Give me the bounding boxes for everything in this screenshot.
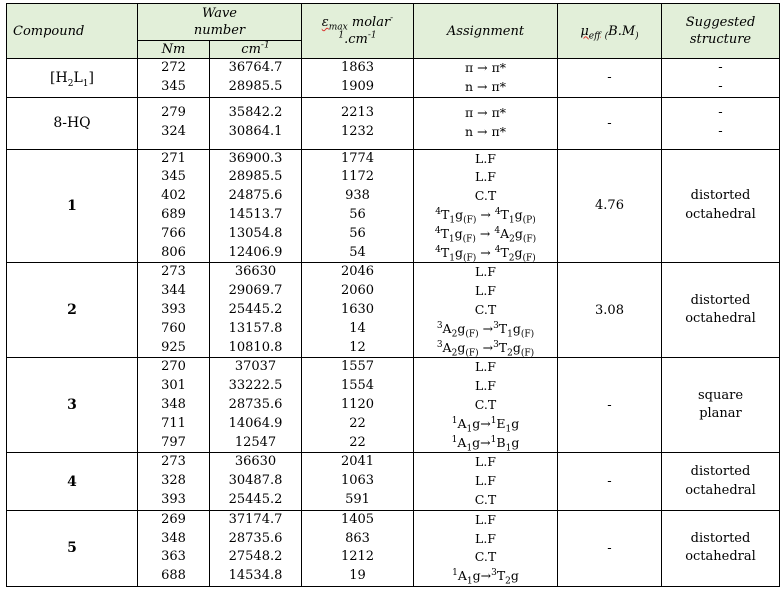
structure-word: distorted: [690, 530, 751, 546]
nm-value: 328: [161, 473, 186, 489]
nm-value: 273: [161, 264, 186, 280]
eps-value: 1172: [340, 169, 375, 185]
assign-value: L.F: [475, 378, 496, 394]
cm-cell: [210, 59, 302, 98]
spectra-table-wrapper: [6, 3, 779, 587]
eps-value: 1405: [340, 511, 375, 527]
nm-value: 269: [161, 511, 186, 527]
cm-cell: [210, 510, 302, 586]
cm-value: 28985.5: [228, 169, 283, 185]
compound-cell: 1: [7, 149, 138, 263]
structure-cell: [662, 358, 780, 453]
cm-value: 30864.1: [228, 124, 283, 140]
nm-value: 345: [161, 169, 186, 185]
nm-cell: [138, 263, 210, 358]
epsilon-header-line2: $^1.cm^{-1}$: [338, 30, 377, 47]
cm-value: 30487.8: [228, 473, 283, 489]
assign-value: L.F: [475, 283, 496, 299]
nm-value: 363: [161, 549, 186, 565]
nm-value: 688: [161, 568, 186, 584]
structure-word: octahedral: [685, 482, 756, 498]
cm-header: $cm^{-1}$: [210, 41, 302, 59]
eps-value: 56: [349, 225, 366, 241]
assign-cell: [414, 59, 558, 98]
compound-group-row: [7, 453, 780, 510]
eps-value: 2046: [340, 264, 375, 280]
cm-value: 24875.6: [228, 188, 283, 204]
mu-cell: -: [558, 358, 662, 453]
cm-value: 36630: [234, 264, 277, 280]
cm-value: 27548.2: [228, 549, 283, 565]
structure-header-line1: Suggested: [685, 15, 756, 30]
mu-cell: 4.76: [558, 149, 662, 263]
structure-cell: [662, 59, 780, 98]
nm-header: Nm: [138, 41, 210, 59]
assign-value: C.T: [474, 301, 497, 317]
compound-cell: 2: [7, 263, 138, 358]
eps-value: 1232: [340, 124, 375, 140]
eps-value: 1774: [340, 150, 375, 166]
structure-cell: [662, 453, 780, 510]
nm-cell: [138, 59, 210, 98]
nm-value: 344: [161, 283, 186, 299]
cm-cell: [210, 149, 302, 263]
structure-dash: -: [718, 124, 723, 140]
eps-value: 12: [349, 339, 366, 355]
cm-cell: [210, 97, 302, 149]
epsilon-header: [302, 4, 414, 59]
eps-value: 1557: [340, 359, 375, 375]
compound-group-row: [7, 149, 780, 263]
structure-word: distorted: [690, 292, 751, 308]
wave-number-header-line1: Wave: [201, 6, 238, 21]
eps-cell: [302, 358, 414, 453]
nm-value: 925: [161, 339, 186, 355]
nm-value: 348: [161, 396, 186, 412]
compound-cell: 5: [7, 510, 138, 586]
eps-cell: [302, 149, 414, 263]
eps-cell: [302, 97, 414, 149]
cm-cell: [210, 263, 302, 358]
wave-number-header: [138, 4, 302, 41]
wave-number-header-line2: number: [193, 23, 246, 38]
compound-cell: $[H_2L_1]$: [7, 59, 138, 98]
compound-group-row: [7, 59, 780, 98]
assign-value: C.T: [474, 549, 497, 565]
assign-cell: [414, 510, 558, 586]
nm-value: 345: [161, 78, 186, 94]
eps-value: 1863: [340, 60, 375, 75]
cm-value: 14064.9: [228, 415, 283, 431]
cm-value: 14534.8: [228, 568, 283, 584]
compound-header: Compound: [7, 4, 138, 59]
structure-header-line2: structure: [689, 32, 752, 47]
nm-cell: [138, 358, 210, 453]
nm-value: 689: [161, 206, 186, 222]
cm-value: 33222.5: [228, 378, 283, 394]
nm-cell: [138, 510, 210, 586]
assign-cell: [414, 263, 558, 358]
nm-cell: [138, 149, 210, 263]
nm-value: 271: [161, 150, 186, 166]
cm-value: 12406.9: [228, 244, 283, 260]
assign-value: π → π*: [464, 105, 507, 121]
cm-value: 37037: [234, 359, 277, 375]
nm-value: 272: [161, 60, 186, 75]
assign-value: $^4T_1g_{(F)} \to ^4T_2g_{(F)}$: [435, 244, 536, 264]
cm-value: 37174.7: [228, 511, 283, 527]
eps-value: 1120: [340, 396, 375, 412]
cm-value: 36630: [234, 454, 277, 470]
assign-value: $^4T_1g_{(F)} \to ^4A_2g_{(F)}$: [434, 225, 537, 245]
structure-dash: -: [718, 78, 723, 94]
nm-value: 301: [161, 378, 186, 394]
assign-value: L.F: [475, 169, 496, 185]
nm-value: 766: [161, 225, 186, 241]
structure-word: planar: [699, 406, 742, 422]
cm-value: 25445.2: [228, 491, 283, 507]
table-body: [7, 59, 780, 587]
eps-value: 22: [349, 434, 366, 450]
cm-value: 10810.8: [228, 339, 283, 355]
assign-cell: [414, 358, 558, 453]
assign-value: L.F: [475, 454, 496, 470]
eps-value: 22: [349, 415, 366, 431]
cm-value: 14513.7: [228, 206, 283, 222]
eps-value: 1909: [340, 78, 375, 94]
mu-cell: -: [558, 453, 662, 510]
assign-value: $^4T_1g_{(F)} \to ^4T_1g_{(P)}$: [435, 206, 536, 226]
cm-value: 12547: [234, 434, 277, 450]
assign-value: $^1A_1g\to^1B_1g$: [451, 434, 520, 454]
nm-value: 393: [161, 491, 186, 507]
cm-value: 13054.8: [228, 225, 283, 241]
eps-value: 14: [349, 320, 366, 336]
mu-cell: -: [558, 59, 662, 98]
structure-cell: [662, 149, 780, 263]
assign-value: n → π*: [465, 78, 506, 94]
structure-word: distorted: [690, 463, 751, 479]
compound-group-row: [7, 263, 780, 358]
assign-value: L.F: [475, 359, 496, 375]
cm-value: 25445.2: [228, 301, 283, 317]
cm-value: 36764.7: [228, 60, 283, 75]
assign-cell: [414, 97, 558, 149]
eps-value: 1063: [340, 473, 375, 489]
cm-cell: [210, 453, 302, 510]
compound-group-row: [7, 97, 780, 149]
assign-value: L.F: [475, 150, 496, 166]
eps-cell: [302, 59, 414, 98]
eps-value: 1212: [340, 549, 375, 565]
nm-value: 393: [161, 301, 186, 317]
eps-value: 938: [345, 188, 370, 204]
structure-cell: [662, 97, 780, 149]
assign-cell: [414, 149, 558, 263]
header-row-1: [7, 4, 780, 41]
eps-value: 2060: [340, 283, 375, 299]
cm-value: 29069.7: [228, 283, 283, 299]
nm-value: 760: [161, 320, 186, 336]
nm-value: 273: [161, 454, 186, 470]
eps-value: 2213: [340, 105, 375, 121]
assign-value: $^1A_1g\to^3T_2g$: [452, 567, 519, 587]
eps-value: 591: [345, 491, 370, 507]
cm-value: 28735.6: [228, 530, 283, 546]
compound-cell: 8-HQ: [7, 97, 138, 149]
assign-value: L.F: [475, 264, 496, 280]
nm-cell: [138, 453, 210, 510]
mu-cell: -: [558, 510, 662, 586]
assign-value: C.T: [474, 188, 497, 204]
eps-cell: [302, 263, 414, 358]
eps-value: 1554: [340, 378, 375, 394]
nm-value: 797: [161, 434, 186, 450]
structure-cell: [662, 263, 780, 358]
eps-value: 863: [345, 530, 370, 546]
nm-value: 806: [161, 244, 186, 260]
cm-value: 13157.8: [228, 320, 283, 336]
nm-value: 324: [161, 124, 186, 140]
cm-cell: [210, 358, 302, 453]
assign-value: L.F: [475, 473, 496, 489]
assign-value: L.F: [475, 530, 496, 546]
structure-word: octahedral: [685, 549, 756, 565]
assign-value: $^3A_2g_{(F)} \to^3T_1g_{(F)}$: [436, 320, 535, 340]
structure-word: octahedral: [685, 206, 756, 222]
mu-cell: 3.08: [558, 263, 662, 358]
structure-word: square: [697, 387, 744, 403]
spectra-table: [6, 3, 780, 587]
assign-value: $^3A_2g_{(F)} \to^3T_2g_{(F)}$: [436, 339, 535, 359]
structure-header: [662, 4, 780, 59]
assign-value: C.T: [474, 396, 497, 412]
assignment-header: Assignment: [414, 4, 558, 59]
compound-cell: 3: [7, 358, 138, 453]
structure-word: octahedral: [685, 311, 756, 327]
structure-cell: [662, 510, 780, 586]
structure-word: distorted: [690, 188, 751, 204]
eps-value: 19: [349, 568, 366, 584]
cm-value: 28735.6: [228, 396, 283, 412]
nm-value: 270: [161, 359, 186, 375]
eps-value: 56: [349, 206, 366, 222]
eps-value: 1630: [340, 301, 375, 317]
compound-cell: 4: [7, 453, 138, 510]
compound-group-row: [7, 510, 780, 586]
eps-value: 2041: [340, 454, 375, 470]
cm-value: 36900.3: [228, 150, 283, 166]
compound-group-row: [7, 358, 780, 453]
mu-header: $\mu_{eff}$ $_(B.M_)$: [558, 4, 662, 59]
assign-value: C.T: [474, 491, 497, 507]
structure-dash: -: [718, 60, 723, 75]
assign-value: $^1A_1g\to^1E_1g$: [451, 415, 520, 435]
assign-value: π → π*: [464, 60, 507, 75]
structure-dash: -: [718, 105, 723, 121]
eps-cell: [302, 453, 414, 510]
mu-cell: -: [558, 97, 662, 149]
assign-value: n → π*: [465, 124, 506, 140]
assign-value: L.F: [475, 511, 496, 527]
assign-cell: [414, 453, 558, 510]
epsilon-header-line1: $\varepsilon_{max}$ molar-: [321, 13, 394, 33]
nm-value: 402: [161, 188, 186, 204]
nm-value: 348: [161, 530, 186, 546]
eps-cell: [302, 510, 414, 586]
eps-value: 54: [349, 244, 366, 260]
nm-cell: [138, 97, 210, 149]
nm-value: 279: [161, 105, 186, 121]
cm-value: 28985.5: [228, 78, 283, 94]
cm-value: 35842.2: [228, 105, 283, 121]
nm-value: 711: [161, 415, 186, 431]
